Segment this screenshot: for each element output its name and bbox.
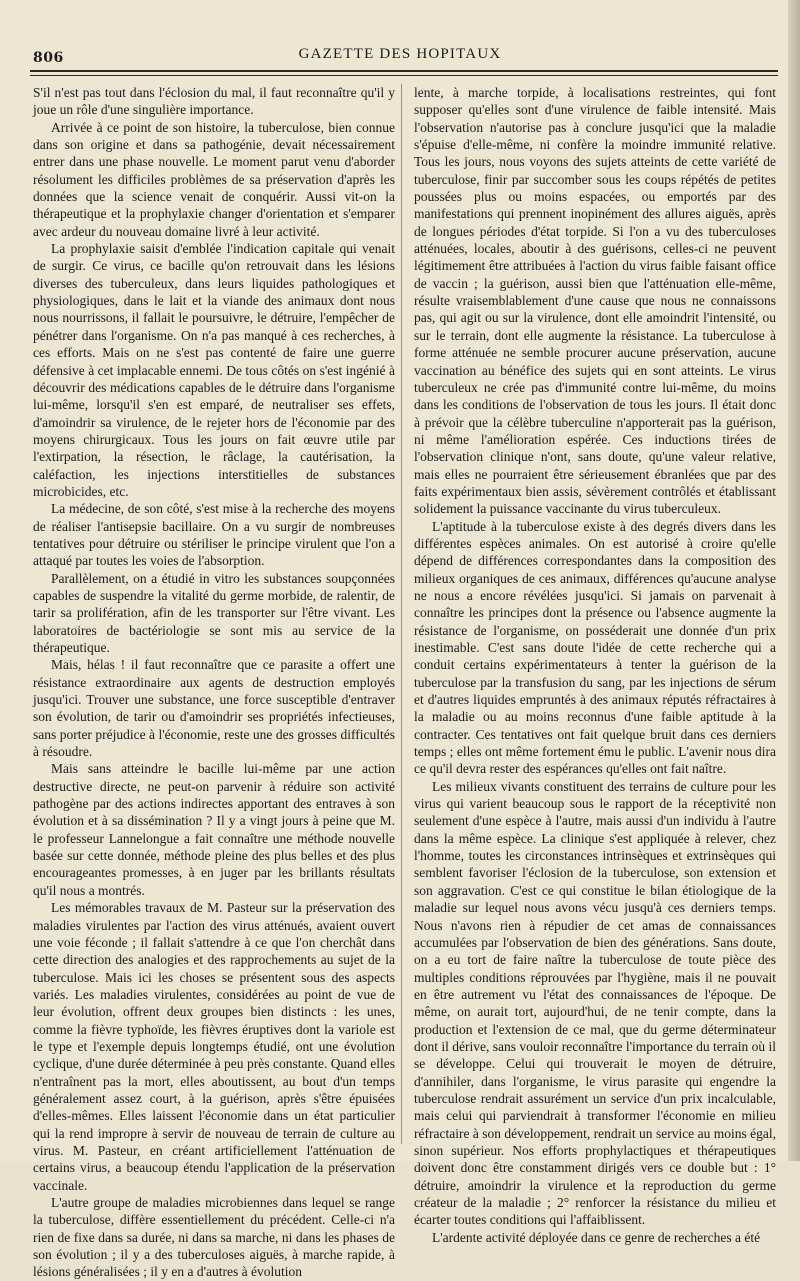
journal-title: GAZETTE DES HOPITAUX <box>298 46 502 62</box>
page-number: 806 <box>33 50 64 66</box>
paragraph: Les milieux vivants constituent des terrains de culture pour les virus qui varient beaucoup sous le rapport de la réceptivité non seulement d'une espèce à l'autre, mais aussi d'un individu à l'autre dans la même espèce. La clinique s'est appliquée à relever, chez l'homme, toutes les circonstances intrinsèques et extrinsèques qui semblent favoriser l'éclosion de la tuberculose, son extension et son aggravation. C'est ce qui constitue le bilan étiologique de la maladie sur lequel nous avons vécu jusqu'à ces derniers temps. Nous n'avons rien à répudier de cet amas de connaissances accumulées par l'observation de bien des générations. Sans doute, on a eu tort de faire naître la tuberculose de toute pièce des multiples conditions réprouvées par l'hygiène, mais il ne pouvait en être autrement vu l'état des connaissances de l'époque. De même, on aurait tort, aujourd'hui, de ne tenir compte, dans la production et l'extension de ce mal, que du germe déterminateur dont il dérive, sans vouloir reconnaître l'importance du terrain où il se développe. Celui qui trouverait le moyen de détruire, d'annihiler, dans l'organisme, le virus parasite qui engendre la tuberculose rendrait assurément un service d'un prix incalculable, mais celui qui parviendrait à transformer l'économie en milieu réfractaire à son développement, rendrait un service au moins égal, sinon supérieur. Nos efforts prophylactiques et thérapeutiques doivent donc être constamment dirigés vers ce double but : 1° détruire, amoindrir la virulence et la reproduction du germe créateur de la maladie ; 2° renforcer la résistance du milieu et écarter toutes conditions qui l'affaiblissent. <box>414 778 776 1228</box>
header-rule <box>30 70 778 76</box>
paragraph: Les mémorables travaux de M. Pasteur sur la préservation des maladies virulentes par l'action des virus atténués, avaient ouvert une voie féconde ; il fallait s'attendre à ce que l'on cherchât dans cette direction des analogies et des rapprochements au sujet de la tuberculose. Mais ici les choses se présentent sous des aspects variés. Les maladies virulentes, considérées au point de vue de leur évolution, offrent deux groupes bien distincts : les unes, comme la fièvre typhoïde, les fièvres éruptives dont la variole est le type et l'exemple depuis longtemps étudié, ont une évolution cyclique, d'une durée déterminée à peu près constante. Quand elles n'entraînent pas la mort, elles aboutissent, au bout d'un temps généralement assez court, à la guérison, après s'être épuisées d'elles-mêmes. Elles laissent l'économie dans un état particulier qui la rend impropre à servir de nouveau de terrain de culture au virus. M. Pasteur, en créant artificiellement l'atténuation de certains virus, a beaucoup étendu l'application de la préservation vaccinale. <box>33 900 395 1193</box>
paragraph: L'ardente activité déployée dans ce genre de recherches a été <box>432 1229 761 1245</box>
page-binding-edge <box>788 0 800 1161</box>
right-column <box>414 84 776 1246</box>
column-divider <box>401 84 402 1144</box>
paragraph: Mais sans atteindre le bacille lui-même par une action destructive directe, ne peut-on parvenir à réduire son activité pathogène par des actions indirectes apportant des entraves à son évolution et à sa dissémination ? Il y a vingt jours à peine que M. le professeur Lannelongue a fait connaître une méthode nouvelle basée sur cette donnée, méthode pleine des plus belles et des plus encourageantes promesses, à en juger par les brillants résultats qu'il nous a montrés. <box>33 761 395 898</box>
paragraph: L'autre groupe de maladies microbiennes dans lequel se range la tuberculose, diffère essentiellement du précédent. Celle-ci n'a rien de fixe dans sa durée, ni dans sa marche, ni dans les phases de son évolution ; il y a des tuberculoses aiguës, à marche rapide, à lésions généralisées ; il y en a d'autres à évolution <box>33 1195 395 1280</box>
paragraph: Parallèlement, on a étudié in vitro les substances soupçonnées capables de suspendre la vitalité du germe morbide, de ralentir, de tarir sa prolifération, afin de les transporter sur l'être vivant. Les laboratoires de bactériologie se sont mis au service de la thérapeutique. <box>33 570 395 655</box>
paragraph: La médecine, de son côté, s'est mise à la recherche des moyens de réaliser l'antisepsie bacillaire. On a vu surgir de nombreuses tentatives pour détruire ou stériliser le principe virulent que l'on a attaqué par toutes les voies de l'absorption. <box>33 501 395 569</box>
paragraph: lente, à marche torpide, à localisations restreintes, qui font supposer qu'elles sont d'une virulence de faible intensité. Mais l'observation n'autorise pas à conclure jusqu'ici que la maladie s'épuise d'elle-même, ni confère la moindre immunité relative. Tous les jours, nous voyons des sujets atteints de cette variété de tuberculose, finir par succomber sous les coups répétés de petites poussées plus ou moins espacées, ou emportés par des manifestations qui prennent inopinément des allures aiguës, après de longues périodes d'état torpide. Si l'on a vu des tuberculoses atténuées, locales, aboutir à des guérisons, celles-ci ne peuvent légitimement être attribuées à l'action du virus faible faisant office de vaccin ; la guérison, aussi bien que l'atténuation elle-même, résulte vraisemblablement d'une cause que nous ne connaissons pas, qui agit ou sur la virulence, dont elle amoindrit l'intensité, ou sur le terrain, dont elle augmente la résistance. La tuberculose à forme atténuée ne semble procurer aucune préservation, aucune vaccination au bénéfice des sujets qui en sont atteints. Le virus tuberculeux ne crée pas d'immunité contre lui-même, du moins dans les conditions de l'observation de tous les jours. Il était donc à prévoir que la célèbre tuberculine n'apporterait pas la guérison, ni même l'amélioration espérée. Ces inductions tirées de l'observation clinique n'ont, sans doute, qu'une valeur relative, mais elles ne pourraient être sérieusement ébranlées que par des faits expérimentaux bien assis, sévèrement contrôlés et établissant solidement la puissance vaccinante du virus tuberculeux. <box>414 85 776 517</box>
paragraph: S'il n'est pas tout dans l'éclosion du mal, il faut reconnaître qu'il y joue un rôle d'une singulière importance. <box>33 85 395 118</box>
left-column <box>33 84 395 1281</box>
paragraph: Arrivée à ce point de son histoire, la tuberculose, bien connue dans son origine et dans sa pathogénie, devait nécessairement entrer dans une phase nouvelle. Le moment parut venu d'aborder résolument les difficiles problèmes de sa préservation d'après les données que la science venait de conquérir. Aussi vit-on la thérapeutique et la prophylaxie changer d'orientation et s'emparer avec ardeur du nouveau domaine livré à leur activité. <box>33 119 395 239</box>
paragraph: L'aptitude à la tuberculose existe à des degrés divers dans les différentes espèces animales. On est autorisé à croire qu'elle dépend de différences correspondantes dans la composition des milieux organiques de ces animaux, différences qu'aucune analyse ne nous a encore révélées jusqu'ici. Si jamais on parvenait à connaître les principes dont la présence ou l'absence augmente la résistance de l'organisme, on posséderait une donnée d'un prix inestimable. C'est sans doute l'idée de cette recherche qui a conduit certains expérimentateurs à tenter la guérison de la tuberculose par la transfusion du sang, par les injections de sérum et d'autres liquides empruntés à des animaux réputés réfractaires à la maladie ou au moins reconnus d'une faible aptitude à la contracter. Ces tentatives ont fait quelque bruit dans ces derniers temps ; elles ont même fortement ému le public. L'avenir nous dira ce qu'il devra rester des espérances qu'elles ont fait naître. <box>414 518 776 777</box>
paragraph: La prophylaxie saisit d'emblée l'indication capitale qui venait de surgir. Ce virus, ce bacille qu'on retrouvait dans les lésions diverses des tuberculeux, dans leurs liquides pathologiques et physiologiques, dans le lait et la viande des animaux dont nous nous nourrissons, il fallait le poursuivre, le détruire, l'empêcher de pénétrer dans l'organisme. On n'a pas manqué à ces recherches, à ces efforts. Mais on ne s'est pas contenté de faire une guerre défensive à cet implacable ennemi. De tous côtés on s'est ingénié à découvrir des médications capables de le détruire dans l'organisme lui-même, lorsqu'il s'en est emparé, de neutraliser ses effets, d'amoindrir sa virulence, de le rejeter hors de l'économie par des moyens chirurgicaux. Tous les jours on fait œuvre utile par l'extirpation, la résection, le râclage, la cautérisation, la caléfaction, les injections interstitielles de substances microbicides, etc. <box>33 241 395 499</box>
paragraph: Mais, hélas ! il faut reconnaître que ce parasite a offert une résistance extraordinaire aux agents de destruction employés jusqu'ici. Trouver une substance, une force susceptible d'entraver son évolution, de tarir ou d'amoindrir ses propriétés infectieuses, sans porter préjudice à l'économie, reste une des grosses difficultés à résoudre. <box>33 657 395 760</box>
